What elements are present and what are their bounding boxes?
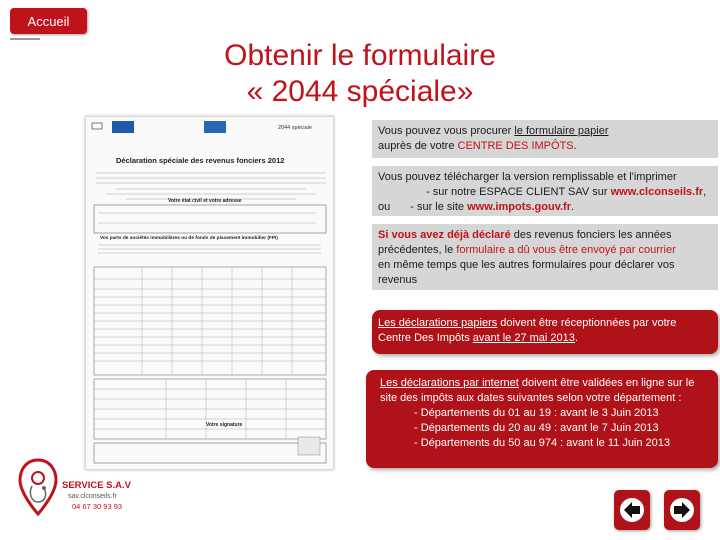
form-section-3: Votre signature bbox=[206, 422, 243, 428]
text-underlined: Les déclarations papiers bbox=[378, 317, 498, 329]
text-underlined: le formulaire papier bbox=[514, 125, 609, 137]
text-underlined: Les déclarations par internet bbox=[380, 377, 519, 389]
text: précédentes, le bbox=[378, 244, 457, 256]
title-line-1: Obtenir le formulaire bbox=[224, 39, 496, 72]
text: en même temps que les autres formulaires pour déclarer vos bbox=[378, 259, 675, 271]
form-preview-drawing bbox=[86, 117, 333, 469]
form-heading: Déclaration spéciale des revenus fonciers 2012 bbox=[116, 156, 285, 165]
logo-phone: 04 67 30 93 93 bbox=[72, 502, 123, 511]
text: - sur le site bbox=[410, 201, 468, 213]
link-impots[interactable]: www.impots.gouv.fr bbox=[467, 201, 571, 213]
text: des revenus fonciers les années bbox=[510, 229, 672, 241]
page-title bbox=[150, 38, 570, 110]
text: doivent être réceptionnées par votre bbox=[497, 317, 677, 329]
list-item: - Départements du 20 au 49 : avant le 7 Juin 2013 bbox=[414, 422, 659, 434]
form-number: 2044 spéciale bbox=[278, 125, 312, 131]
divider bbox=[10, 38, 40, 40]
text: Vous pouvez vous procurer bbox=[378, 125, 515, 137]
text: - sur notre ESPACE CLIENT SAV sur bbox=[426, 186, 611, 198]
form-section-2: Vos parts de sociétés immobilières ou de fonds de placement immobilier (FPI) bbox=[100, 236, 278, 241]
form-section-1: Votre état civil et votre adresse bbox=[168, 198, 242, 204]
text: . bbox=[571, 201, 575, 213]
text: doivent être validées en ligne sur le bbox=[518, 377, 695, 389]
text: . bbox=[574, 332, 578, 344]
text: ou bbox=[378, 201, 391, 213]
text: . bbox=[573, 140, 577, 152]
list-item: - Départements du 50 au 974 : avant le 11 Juin 2013 bbox=[414, 437, 671, 449]
text: site des impôts aux dates suivantes selon votre département : bbox=[380, 392, 682, 404]
next-button[interactable] bbox=[664, 490, 700, 530]
home-button-label: Accueil bbox=[27, 13, 70, 29]
link-clconseils[interactable]: www.clconseils.fr bbox=[610, 186, 704, 198]
home-button[interactable] bbox=[10, 8, 87, 34]
previous-button[interactable] bbox=[614, 490, 650, 530]
info-box-paper-form bbox=[372, 120, 718, 158]
arrow-right-icon bbox=[669, 497, 695, 523]
text-highlight: CENTRE DES IMPÔTS bbox=[457, 140, 574, 152]
text: auprès de votre bbox=[378, 140, 458, 152]
deadline-date: avant le 27 mai 2013 bbox=[472, 332, 575, 344]
info-box-internet-deadline bbox=[366, 370, 718, 468]
arrow-left-icon bbox=[619, 497, 645, 523]
text: , bbox=[703, 186, 707, 198]
title-line-2: « 2044 spéciale» bbox=[246, 75, 474, 108]
info-box-already-declared bbox=[372, 224, 718, 290]
text: revenus bbox=[378, 274, 418, 286]
text: Centre Des Impôts bbox=[378, 332, 473, 344]
logo-name: SERVICE S.A.V bbox=[62, 480, 131, 491]
form-preview-image bbox=[85, 116, 334, 470]
service-sav-logo bbox=[18, 458, 138, 534]
text: Vous pouvez télécharger la version remplissable et l'imprimer bbox=[378, 171, 677, 183]
text-highlight: formulaire a dû vous être envoyé par courrier bbox=[456, 244, 676, 256]
logo-url: sav.clconseils.fr bbox=[68, 493, 117, 500]
text-highlight: Si vous avez déjà déclaré bbox=[378, 229, 511, 241]
list-item: - Départements du 01 au 19 : avant le 3 Juin 2013 bbox=[414, 407, 659, 419]
info-box-download bbox=[372, 166, 718, 216]
logo-graphic bbox=[18, 458, 138, 534]
info-box-paper-deadline bbox=[372, 310, 718, 354]
